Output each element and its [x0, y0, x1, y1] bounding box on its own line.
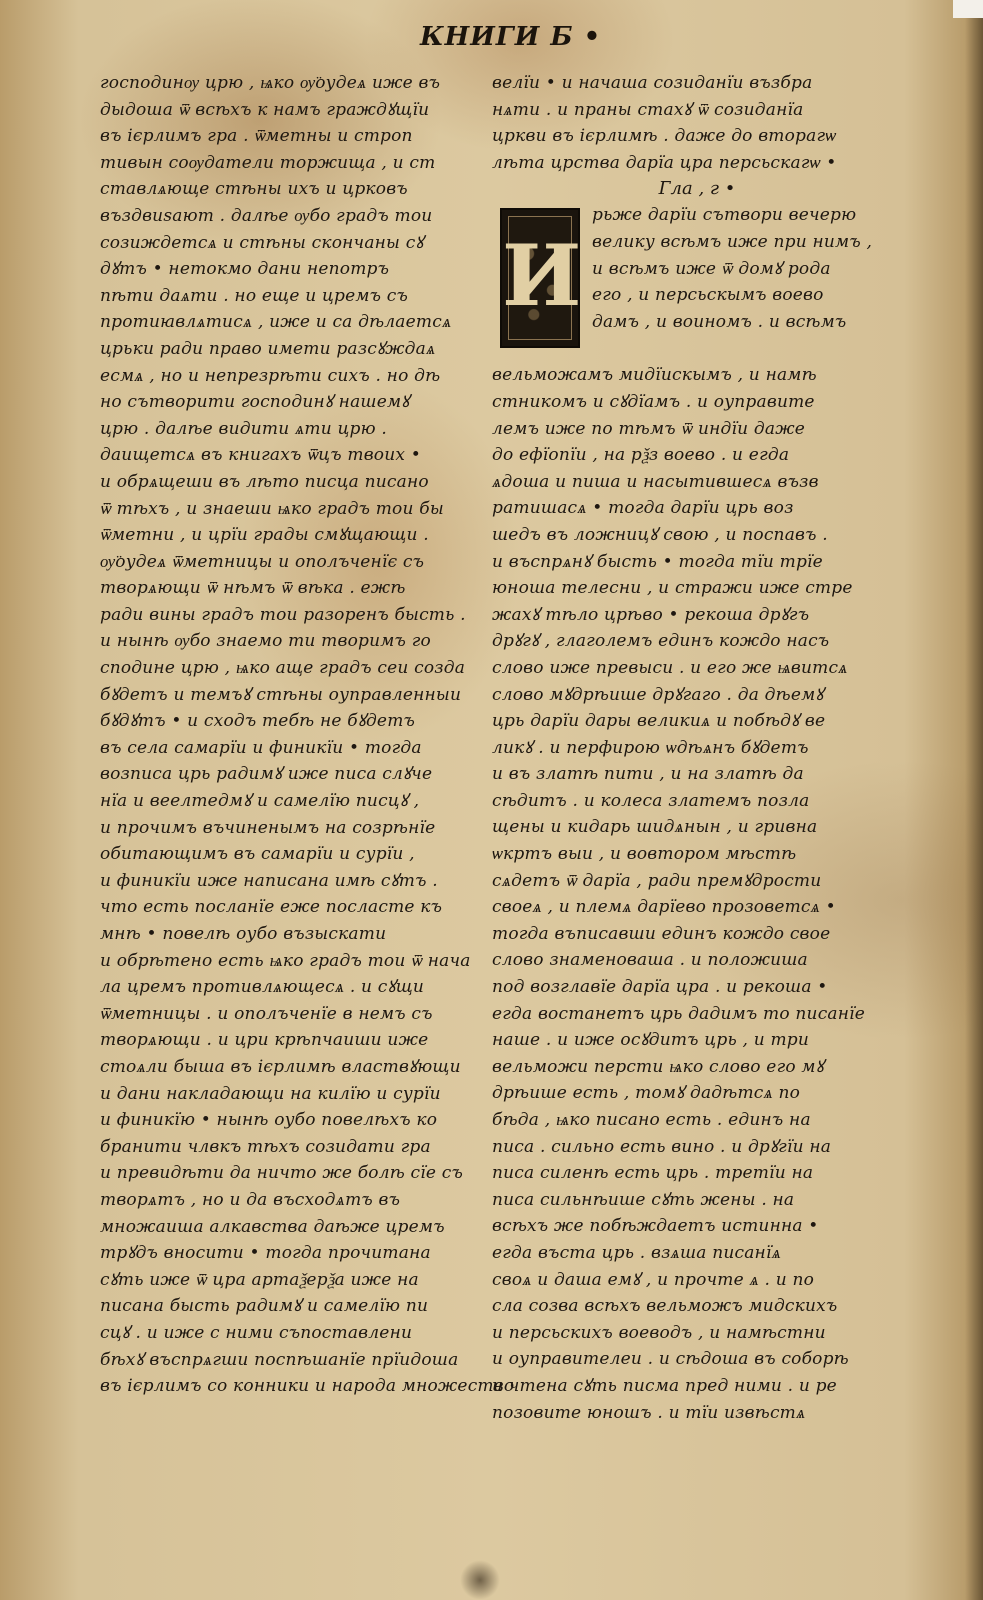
text-line: стникомъ и сꙋдїамъ . и оуправите	[492, 391, 815, 412]
text-line: въздвиѕают . далѣе ѹбо градъ тои	[100, 205, 433, 226]
text-line: въ села самарїи и финикїи • тогда	[100, 737, 422, 758]
text-line: дꙋтъ • нетокмо дани непотръ	[100, 259, 390, 280]
text-line: бѣхꙋ въспрѧгши поспѣшанїе прїидоша	[100, 1349, 459, 1370]
text-line: бꙋдꙋтъ • и сходъ тебѣ не бꙋдетъ	[100, 711, 416, 732]
initial-block	[492, 202, 873, 362]
text-line: слово знаменоваша . и положиша	[492, 950, 808, 971]
text-line: тогда въписавши единъ кождо свое	[492, 923, 831, 944]
text-line: своѧ и даша емꙋ , и прочте ѧ . и по	[492, 1269, 815, 1290]
text-line: рьже дарїи сътвори вечерю	[592, 205, 857, 226]
text-line: что есть посланїе еже посласте къ	[100, 897, 443, 918]
text-line: и оуправителеи . и сѣдоша въ соборѣ	[492, 1349, 849, 1370]
text-line: юноша телесни , и стражи иже стре	[492, 578, 853, 599]
text-line: обитающимъ въ самарїи и сурїи ,	[100, 844, 415, 865]
text-line: дрѣише есть , томꙋ дадѣтсѧ по	[492, 1083, 801, 1104]
text-line: шедъ въ ложницꙋ свою , и поспавъ .	[492, 524, 828, 545]
text-line: ѡкртъ выи , и вовтором мѣстѣ	[492, 844, 797, 865]
scan-corner	[953, 0, 983, 18]
text-line: егда востанетъ црь дадимъ то писанїе	[492, 1003, 866, 1024]
right-column-top-lines	[492, 70, 862, 176]
text-line: тивын соѹдатели торжища , и ст	[100, 152, 436, 173]
text-line: возписа црь радимꙋ иже писа слꙋче	[100, 764, 433, 785]
text-line: протиꙗвлѧтисѧ , иже и са дѣлаетсѧ	[100, 312, 452, 333]
text-line: бꙋдетъ и темъꙋ стѣны оуправленныи	[100, 684, 462, 705]
text-line: дрꙋгꙋ , глаголемъ единъ кождо насъ	[492, 631, 830, 652]
text-line: въ ієрлимъ гра . ѿметны и строп	[100, 126, 413, 147]
text-line: нїа и веелтедмꙋ и самелїю писцꙋ ,	[100, 791, 420, 812]
text-line: нѧти . и праны стахꙋ ѿ созиданїа	[492, 99, 804, 120]
text-line: до ефїопїи , на рѯз воево . и егда	[492, 445, 790, 466]
text-line: дамъ , и воиномъ . и всѣмъ	[592, 311, 847, 332]
text-line: созиждетсѧ и стѣны скончаны сꙋ	[100, 232, 424, 253]
text-line: и въспрѧнꙋ бысть • тогда тїи трїе	[492, 551, 823, 572]
text-line: цркви въ ієрлимѣ . даже до вторагѡ	[492, 126, 837, 147]
text-line: егда въста црь . взѧша писанїѧ	[492, 1242, 782, 1263]
text-line: сцꙋ . и иже с ними съпоставлени	[100, 1322, 413, 1343]
text-line: под возглавїе дарїа цра . и рекоша •	[492, 977, 828, 998]
text-line: слово иже превыси . и его же ѩвитсѧ	[492, 657, 848, 678]
text-line: ла цремъ противлѧющесѧ . и сꙋщи	[100, 977, 425, 998]
text-line: сѧдетъ ѿ дарїа , ради премꙋдрости	[492, 870, 822, 891]
text-line: писа . сильно есть вино . и дрꙋгїи на	[492, 1136, 832, 1157]
text-line: ѿметни , и црїи грады смꙋщающи .	[100, 525, 429, 546]
text-line: велїи • и начаша созиданїи възбра	[492, 73, 813, 93]
text-line: своеѧ , и племѧ дарїево прозоветсѧ •	[492, 897, 836, 918]
text-line: и превидѣти да ничто же болѣ сїе съ	[100, 1163, 464, 1184]
text-line: и персьскихъ воеводъ , и намѣстни	[492, 1322, 826, 1343]
text-line: ѧдоша и пиша и насытившесѧ възв	[492, 471, 819, 492]
text-line: ратишасѧ • тогда дарїи црь воз	[492, 498, 794, 519]
text-line: писа силенѣ есть црь . третїи на	[492, 1163, 814, 1184]
page-edge-shadow	[965, 0, 983, 1600]
text-line: и всѣмъ иже ѿ домꙋ рода	[592, 258, 831, 279]
text-line: црьки ради право имети разсꙋждаѧ	[100, 338, 436, 359]
text-line: сѣдитъ . и колеса златемъ позла	[492, 790, 810, 811]
text-line: црю . далѣе видити ѧти црю .	[100, 418, 387, 439]
text-line: господинѹ црю , ѩко ѹ̈оудеѧ иже въ	[100, 73, 441, 93]
page-stain	[460, 1560, 500, 1600]
text-line: творѧтъ , но и да въсходѧтъ въ	[100, 1189, 401, 1210]
text-line: и финикїи иже написана имѣ сꙋтъ .	[100, 870, 438, 891]
text-line: даищетсѧ въ книгахъ ѿцъ твоих •	[100, 445, 421, 466]
text-line: сꙋть иже ѿ цра артаѯерѯа иже на	[100, 1269, 419, 1290]
text-line: лемъ иже по тѣмъ ѿ индїи даже	[492, 418, 806, 439]
text-line: сподине црю , ѩко аще градъ сеи созда	[100, 658, 466, 679]
text-line: позовите юношъ . и тїи извѣстѧ	[492, 1402, 806, 1423]
text-line: ликꙋ . и перфирою ѡдѣѧнъ бꙋдетъ	[492, 737, 809, 758]
text-line: стоѧли быша въ ієрлимѣ властвꙋющи	[100, 1056, 461, 1077]
text-line: въ ієрлимъ со конники и народа множество	[100, 1376, 515, 1397]
text-line: велику всѣмъ иже при нимъ ,	[592, 231, 873, 252]
text-line: творѧющи ѿ нѣмъ ѿ вѣка . ежѣ	[100, 578, 406, 599]
right-text-column	[492, 70, 873, 1426]
text-line: его , и персьскымъ воево	[592, 285, 824, 306]
text-line: всѣхъ же побѣждаетъ истинна •	[492, 1216, 819, 1237]
text-line: и прочимъ въчиненымъ на созрѣнїе	[100, 817, 436, 838]
text-line: и финикїю • нынѣ оубо повелѣхъ ко	[100, 1110, 438, 1131]
text-line: творѧющи . и цри крѣпчаиши иже	[100, 1030, 429, 1051]
text-line: и нынѣ ѹбо знаемо ти творимъ го	[100, 631, 431, 652]
text-line: трꙋдъ вносити • тогда прочитана	[100, 1243, 431, 1264]
running-head: КНИГИ Б •	[420, 22, 602, 52]
text-line: бѣда , ѩко писано есть . единъ на	[492, 1110, 811, 1130]
text-line: ѿметницы . и ополъченїе в немъ съ	[100, 1003, 433, 1024]
text-line: ѿ тѣхъ , и знаеши ѩко градъ тои бы	[100, 498, 444, 519]
text-line: но сътворити господинꙋ нашемꙋ	[100, 392, 410, 413]
initial-adjacent-lines	[592, 202, 873, 335]
text-line: бранити члвкъ тѣхъ созидати гра	[100, 1136, 431, 1157]
text-line: вельможи персти ѩко слово его мꙋ	[492, 1056, 824, 1077]
text-line: и чтена сꙋть писма пред ними . и ре	[492, 1375, 837, 1396]
text-line: вельможамъ мидїискымъ , и намѣ	[492, 365, 817, 386]
text-line: писа сильнѣише сꙋть жены . на	[492, 1189, 795, 1210]
text-line: мнѣ • повелѣ оубо възыскати	[100, 924, 387, 944]
left-text-column	[100, 70, 515, 1400]
text-line: слово мꙋдрѣише дрꙋгаго . да дѣемꙋ	[492, 684, 824, 705]
text-line: дыдоша ѿ всѣхъ к намъ граждꙋщїи	[100, 99, 430, 120]
text-line: есмѧ , но и непрезрѣти сихъ . но дѣ	[100, 365, 441, 386]
text-line: лѣта црства дарїа цра персьскагѡ •	[492, 152, 837, 173]
text-line: ставлѧюще стѣны ихъ и црковъ	[100, 179, 408, 200]
text-line: и дани накладающи на килїю и сурїи	[100, 1083, 441, 1104]
text-line: пѣти даѧти . но еще и цремъ съ	[100, 285, 409, 306]
initial-letter: И	[502, 226, 582, 326]
text-line: и обрѧщеши въ лѣто писца писано	[100, 471, 429, 492]
text-line: ѹ̈оудеѧ ѿметницы и ополъченїє съ	[100, 551, 425, 572]
ornamental-initial	[500, 208, 580, 348]
text-line: жахꙋ тѣло црѣво • рекоша дрꙋгъ	[492, 604, 810, 625]
chapter-heading: Гла , г •	[658, 178, 736, 200]
text-line: сла созва всѣхъ вельможъ мидскихъ	[492, 1296, 838, 1317]
text-line: щены и кидарь шидѧнын , и гривна	[492, 817, 818, 838]
text-line: ради вины градъ тои разоренъ бысть .	[100, 604, 466, 625]
text-line: писана бысть радимꙋ и самелїю пи	[100, 1296, 429, 1317]
text-line: и обрѣтено есть ѩко градъ тои ѿ нача	[100, 950, 471, 971]
text-line: црь дарїи дары великиѧ и побѣдꙋ ве	[492, 711, 826, 732]
text-line: наше . и иже осꙋдитъ црь , и три	[492, 1030, 810, 1051]
text-line: множаиша алкавства даѣже цремъ	[100, 1216, 445, 1237]
text-line: и въ златѣ пити , и на златѣ да	[492, 764, 804, 785]
right-column-body-lines	[492, 362, 866, 1426]
